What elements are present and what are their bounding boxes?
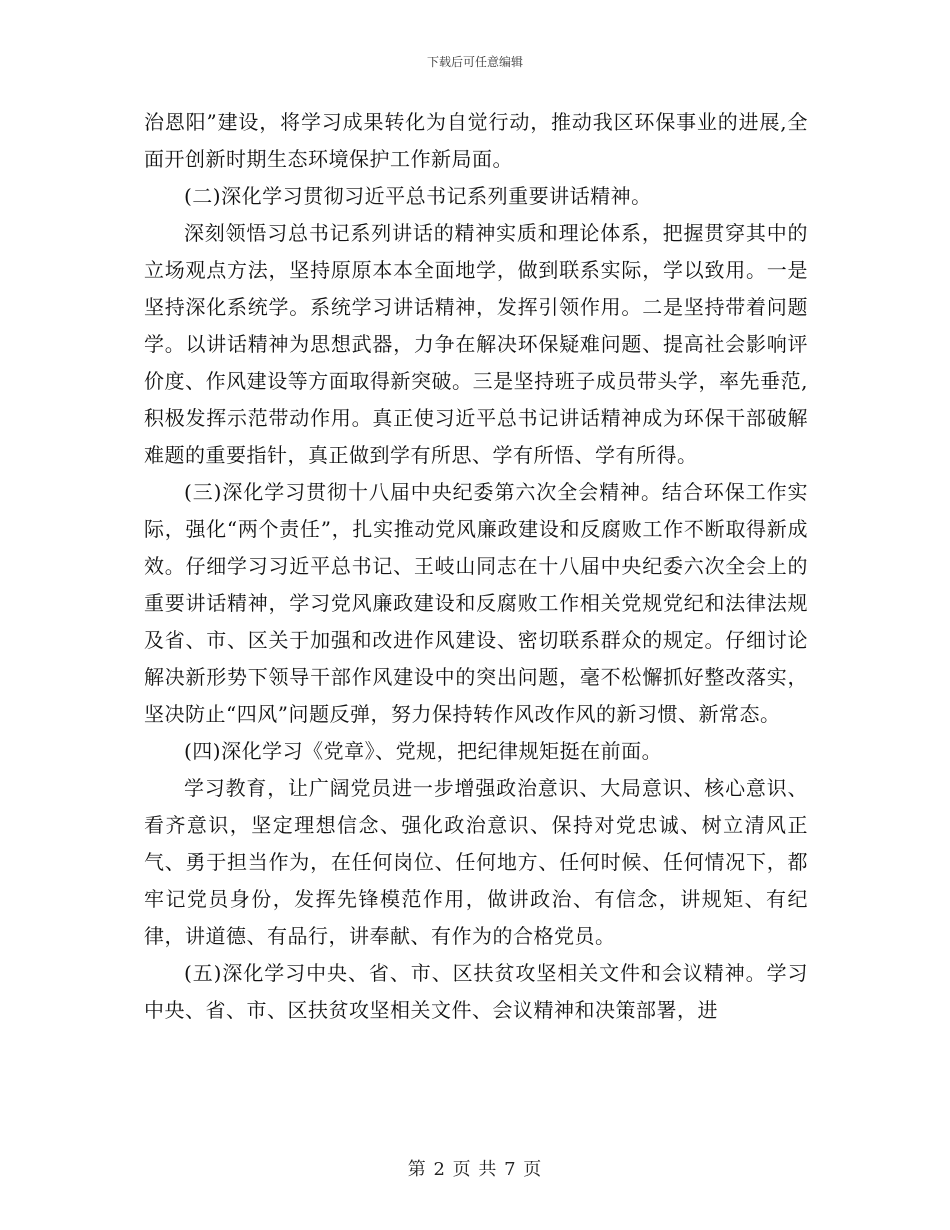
section-heading-5: (五)深化学习中央、省、市、区扶贫攻坚相关文件和会议精神。学习中央、省、市、区扶贫攻坚相关文件、会议精神和决策部署，进 (144, 961, 808, 1022)
header-note: 下载后可任意编辑 (426, 55, 523, 69)
paragraph: 深刻领悟习总书记系列讲话的精神实质和理论体系，把握贯穿其中的立场观点方法，坚持原原本本全面地学，做到联系实际，学以致用。一是坚持深化系统学。系统学习讲话精神，发挥引领作用。二是坚持带着问题学。以讲话精神为思想武器，力争在解决环保疑难问题、提高社会影响评价度、作风建设等方面取得新突破。三是坚持班子成员带头学，率先垂范,积极发挥示范带动作用。真正使习近平总书记讲话精神成为环保干部破解难题的重要指针，真正做到学有所思、学有所悟、学有所得。 (144, 221, 808, 467)
section-heading-4: (四)深化学习《党章》、党规，把纪律规矩挺在前面。 (184, 739, 663, 763)
document-body (144, 104, 808, 1029)
page-number: 第 2 页 共 7 页 (407, 1159, 543, 1180)
paragraph: 学习教育，让广阔党员进一步增强政治意识、大局意识、核心意识、看齐意识，坚定理想信念、强化政治意识、保持对党忠诚、树立清风正气、勇于担当作为，在任何岗位、任何地方、任何时候、任何情况下，都牢记党员身份，发挥先锋模范作用，做讲政治、有信念，讲规矩、有纪律，讲道德、有品行，讲奉献、有作为的合格党员。 (144, 776, 808, 948)
section-heading-3: (三)深化学习贯彻十八届中央纪委第六次全会精神。结合环保工作实际，强化“两个责任”，扎实推动党风廉政建设和反腐败工作不断取得新成效。仔细学习习近平总书记、王岐山同志在十八届中央纪委六次全会上的重要讲话精神，学习党风廉政建设和反腐败工作相关党规党纪和法律法规及省、市、区关于加强和改进作风建设、密切联系群众的规定。仔细讨论解决新形势下领导干部作风建设中的突出问题，毫不松懈抓好整改落实，坚决防止“四风”问题反弹，努力保持转作风改作风的新习惯、新常态。 (144, 480, 808, 726)
paragraph-continuation: 治恩阳”建设，将学习成果转化为自觉行动，推动我区环保事业的进展,全面开创新时期生态环境保护工作新局面。 (144, 110, 808, 171)
section-heading-2: (二)深化学习贯彻习近平总书记系列重要讲话精神。 (184, 184, 652, 208)
